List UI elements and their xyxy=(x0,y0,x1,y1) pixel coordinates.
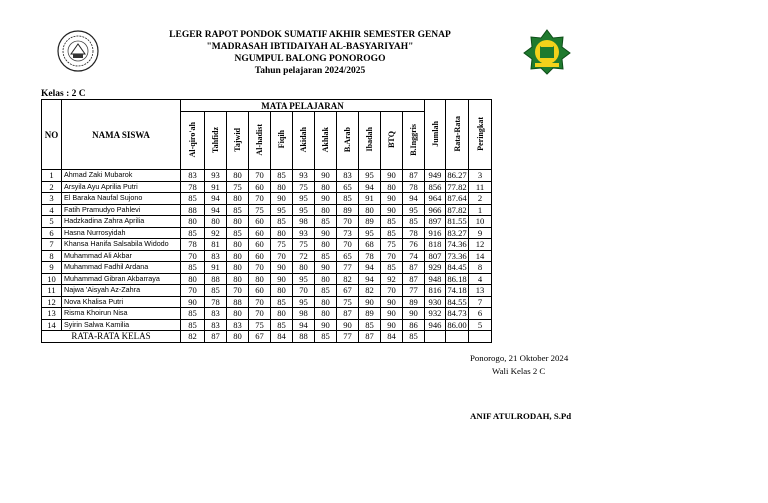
total-cell: 964 xyxy=(425,193,446,205)
table-row xyxy=(42,204,492,216)
score-cell: 83 xyxy=(227,319,249,331)
score-cell: 85 xyxy=(227,204,249,216)
average-cell: 77.82 xyxy=(447,181,467,192)
empty-cell xyxy=(425,331,446,343)
score-cell: 88 xyxy=(227,296,249,308)
student-name: Arsyila Ayu Aprilia Putri xyxy=(62,181,181,193)
title-line-2: "MADRASAH IBTIDAIYAH AL-BASYARIYAH" xyxy=(206,42,414,52)
signer-name: ANIF ATULRODAH, S.Pd xyxy=(470,411,572,421)
score-cell: 80 xyxy=(227,193,249,205)
score-cell: 80 xyxy=(227,308,249,320)
score-cell: 90 xyxy=(271,273,293,285)
rank-cell: 14 xyxy=(469,250,492,262)
score-cell: 90 xyxy=(315,193,337,205)
rank-cell: 8 xyxy=(469,262,492,274)
header-subject: B.Inggris xyxy=(403,112,425,170)
header-subject: Akidah xyxy=(293,112,315,170)
score-cell: 70 xyxy=(337,239,359,251)
student-name: Khansa Hanifa Salsabila Widodo xyxy=(62,239,181,251)
score-cell: 80 xyxy=(315,296,337,308)
score-cell: 70 xyxy=(249,193,271,205)
table-row xyxy=(42,308,492,320)
header-peringkat: Peringkat xyxy=(469,100,492,170)
score-cell: 86 xyxy=(403,319,425,331)
header-subject: Tahfidz xyxy=(205,112,227,170)
score-cell: 95 xyxy=(293,296,315,308)
score-cell: 91 xyxy=(205,181,227,193)
score-cell: 90 xyxy=(337,319,359,331)
score-cell: 83 xyxy=(205,319,227,331)
score-cell: 75 xyxy=(271,239,293,251)
score-cell: 65 xyxy=(337,181,359,193)
score-cell: 82 xyxy=(359,285,381,297)
score-cell: 70 xyxy=(249,170,271,182)
score-cell: 75 xyxy=(249,319,271,331)
table-row xyxy=(42,170,492,182)
score-cell: 78 xyxy=(403,181,425,193)
score-cell: 90 xyxy=(403,308,425,320)
score-cell: 80 xyxy=(381,181,403,193)
table-row xyxy=(42,181,492,193)
score-cell: 85 xyxy=(315,250,337,262)
wali-kelas-label: Wali Kelas 2 C xyxy=(492,366,546,376)
class-label: Kelas : 2 C xyxy=(41,89,86,99)
average-cell: 84.55 xyxy=(447,296,467,307)
score-cell: 80 xyxy=(181,216,205,228)
school-logo xyxy=(57,30,99,72)
student-name: El Baraka Naufal Sujono xyxy=(62,193,181,205)
score-cell: 87 xyxy=(403,262,425,274)
score-cell: 88 xyxy=(181,204,205,216)
class-average-label: RATA-RATA KELAS xyxy=(42,331,181,343)
average-cell: 81.55 xyxy=(447,216,467,227)
rank-cell: 12 xyxy=(469,239,492,251)
score-cell: 89 xyxy=(359,308,381,320)
score-cell: 83 xyxy=(337,170,359,182)
average-cell: 84.73 xyxy=(447,308,467,319)
row-number: 11 xyxy=(42,285,62,297)
score-cell: 85 xyxy=(181,227,205,239)
score-cell: 85 xyxy=(315,285,337,297)
score-cell: 93 xyxy=(293,227,315,239)
place-date: Ponorogo, 21 Oktober 2024 xyxy=(470,353,569,363)
score-cell: 75 xyxy=(227,181,249,193)
score-cell: 68 xyxy=(359,239,381,251)
student-name: Muhammad Ali Akbar xyxy=(62,250,181,262)
average-cell: 87.64 xyxy=(447,193,467,204)
score-cell: 87 xyxy=(403,273,425,285)
average-cell: 74.18 xyxy=(447,285,467,296)
score-cell: 89 xyxy=(359,216,381,228)
score-cell: 80 xyxy=(315,308,337,320)
score-cell: 90 xyxy=(381,193,403,205)
student-name: Muhammad Gibran Akbarraya xyxy=(62,273,181,285)
score-cell: 75 xyxy=(293,239,315,251)
score-cell: 85 xyxy=(315,216,337,228)
score-cell: 70 xyxy=(249,262,271,274)
score-cell: 95 xyxy=(293,273,315,285)
score-cell: 70 xyxy=(293,285,315,297)
header-subject: Tajwid xyxy=(227,112,249,170)
score-cell: 90 xyxy=(381,296,403,308)
score-cell: 74 xyxy=(403,250,425,262)
score-cell: 85 xyxy=(205,285,227,297)
total-cell: 816 xyxy=(425,285,446,297)
table-row xyxy=(42,273,492,285)
score-cell: 67 xyxy=(337,285,359,297)
score-cell: 60 xyxy=(249,227,271,239)
row-number: 8 xyxy=(42,250,62,262)
score-cell: 80 xyxy=(271,181,293,193)
score-cell: 85 xyxy=(271,319,293,331)
score-cell: 80 xyxy=(271,285,293,297)
average-cell: 83.27 xyxy=(447,227,467,238)
score-cell: 78 xyxy=(181,181,205,193)
score-cell: 94 xyxy=(359,273,381,285)
empty-cell xyxy=(469,331,492,343)
score-cell: 87 xyxy=(403,170,425,182)
score-cell: 95 xyxy=(293,204,315,216)
score-cell: 89 xyxy=(403,296,425,308)
table-row xyxy=(42,193,492,205)
score-cell: 80 xyxy=(271,227,293,239)
student-name: Risma Khoirun Nisa xyxy=(62,308,181,320)
row-number: 9 xyxy=(42,262,62,274)
header-jumlah: Jumlah xyxy=(425,100,446,170)
average-cell: 86.27 xyxy=(447,170,467,181)
student-name: Ahmad Zaki Mubarok xyxy=(62,170,181,182)
score-cell: 60 xyxy=(249,216,271,228)
rank-cell: 11 xyxy=(469,181,492,193)
score-cell: 94 xyxy=(403,193,425,205)
score-cell: 95 xyxy=(403,204,425,216)
header-subject: Fiqih xyxy=(271,112,293,170)
rank-cell: 7 xyxy=(469,296,492,308)
score-cell: 95 xyxy=(359,170,381,182)
score-cell: 60 xyxy=(249,250,271,262)
header-subject: BTQ xyxy=(381,112,403,170)
score-cell: 90 xyxy=(381,170,403,182)
student-name: Muhammad Fadhil Ardana xyxy=(62,262,181,274)
score-cell: 70 xyxy=(337,216,359,228)
row-number: 1 xyxy=(42,170,62,182)
score-cell: 89 xyxy=(337,204,359,216)
score-cell: 70 xyxy=(249,308,271,320)
score-cell: 60 xyxy=(249,239,271,251)
score-cell: 80 xyxy=(315,204,337,216)
score-cell: 85 xyxy=(271,296,293,308)
score-cell: 75 xyxy=(293,181,315,193)
score-cell: 77 xyxy=(403,285,425,297)
score-cell: 83 xyxy=(181,170,205,182)
score-cell: 78 xyxy=(359,250,381,262)
score-cell: 80 xyxy=(227,262,249,274)
table-row xyxy=(42,319,492,331)
score-cell: 93 xyxy=(205,170,227,182)
score-cell: 80 xyxy=(315,273,337,285)
total-cell: 930 xyxy=(425,296,446,308)
total-cell: 932 xyxy=(425,308,446,320)
header-name: NAMA SISWA xyxy=(62,100,181,170)
score-cell: 85 xyxy=(271,170,293,182)
score-cell: 72 xyxy=(293,250,315,262)
rank-cell: 13 xyxy=(469,285,492,297)
score-cell: 80 xyxy=(315,181,337,193)
score-cell: 90 xyxy=(315,227,337,239)
score-cell: 75 xyxy=(249,204,271,216)
class-average-cell: 88 xyxy=(293,331,315,343)
score-cell: 80 xyxy=(227,273,249,285)
row-number: 3 xyxy=(42,193,62,205)
score-cell: 98 xyxy=(293,216,315,228)
score-cell: 95 xyxy=(271,204,293,216)
header-rata-rata: Rata-Rata xyxy=(446,100,469,170)
total-cell: 966 xyxy=(425,204,446,216)
score-cell: 93 xyxy=(293,170,315,182)
score-cell: 90 xyxy=(271,262,293,274)
header-no: NO xyxy=(42,100,62,170)
rank-cell: 1 xyxy=(469,204,492,216)
rank-cell: 10 xyxy=(469,216,492,228)
kemenag-logo xyxy=(523,29,571,75)
score-cell: 87 xyxy=(337,308,359,320)
score-cell: 73 xyxy=(337,227,359,239)
score-cell: 90 xyxy=(381,319,403,331)
row-number: 12 xyxy=(42,296,62,308)
score-cell: 91 xyxy=(205,262,227,274)
score-cell: 83 xyxy=(205,308,227,320)
header-subject: Akhlak xyxy=(315,112,337,170)
class-average-cell: 87 xyxy=(205,331,227,343)
score-cell: 70 xyxy=(181,285,205,297)
score-cell: 65 xyxy=(337,250,359,262)
student-name: Hasna Nurrosyidah xyxy=(62,227,181,239)
average-cell: 73.36 xyxy=(447,250,467,261)
class-average-cell: 87 xyxy=(359,331,381,343)
total-cell: 807 xyxy=(425,250,446,262)
score-cell: 85 xyxy=(181,193,205,205)
student-name: Syirin Salwa Kamilia xyxy=(62,319,181,331)
class-average-cell: 77 xyxy=(337,331,359,343)
class-average-cell: 84 xyxy=(271,331,293,343)
table-row xyxy=(42,296,492,308)
total-cell: 916 xyxy=(425,227,446,239)
score-cell: 70 xyxy=(381,250,403,262)
score-cell: 94 xyxy=(205,204,227,216)
student-name: Najwa 'Aisyah Az-Zahra xyxy=(62,285,181,297)
score-cell: 80 xyxy=(205,216,227,228)
total-cell: 897 xyxy=(425,216,446,228)
score-cell: 80 xyxy=(293,262,315,274)
header-subject: Al-qiro'ah xyxy=(181,112,205,170)
table-row xyxy=(42,216,492,228)
title-line-4: Tahun pelajaran 2024/2025 xyxy=(254,66,366,76)
score-cell: 70 xyxy=(271,250,293,262)
score-cell: 94 xyxy=(293,319,315,331)
score-cell: 94 xyxy=(359,262,381,274)
student-name: Fatih Pramudyo Pahlevi xyxy=(62,204,181,216)
score-cell: 81 xyxy=(205,239,227,251)
rank-cell: 6 xyxy=(469,308,492,320)
report-title xyxy=(150,29,470,77)
average-cell: 86.18 xyxy=(447,273,467,284)
rank-cell: 5 xyxy=(469,319,492,331)
row-number: 7 xyxy=(42,239,62,251)
title-line-1: LEGER RAPOT PONDOK SUMATIF AKHIR SEMESTER GENAP xyxy=(169,30,451,40)
score-cell: 70 xyxy=(381,285,403,297)
score-cell: 82 xyxy=(337,273,359,285)
score-cell: 91 xyxy=(359,193,381,205)
rank-cell: 3 xyxy=(469,170,492,182)
score-cell: 78 xyxy=(403,227,425,239)
score-cell: 80 xyxy=(271,308,293,320)
score-cell: 92 xyxy=(205,227,227,239)
average-cell: 86.00 xyxy=(447,319,467,330)
score-cell: 85 xyxy=(359,319,381,331)
score-cell: 85 xyxy=(403,216,425,228)
score-cell: 90 xyxy=(381,204,403,216)
score-cell: 90 xyxy=(315,319,337,331)
student-name: Nova Khalisa Putri xyxy=(62,296,181,308)
empty-cell xyxy=(446,331,469,343)
total-cell: 929 xyxy=(425,262,446,274)
header-subject: Ibadah xyxy=(359,112,381,170)
table-row xyxy=(42,250,492,262)
score-cell: 80 xyxy=(227,239,249,251)
total-cell: 948 xyxy=(425,273,446,285)
class-average-cell: 85 xyxy=(403,331,425,343)
score-cell: 80 xyxy=(181,273,205,285)
score-cell: 85 xyxy=(381,262,403,274)
score-cell: 90 xyxy=(315,170,337,182)
score-cell: 94 xyxy=(205,193,227,205)
score-cell: 60 xyxy=(249,181,271,193)
row-number: 13 xyxy=(42,308,62,320)
row-number: 5 xyxy=(42,216,62,228)
score-cell: 75 xyxy=(337,296,359,308)
score-cell: 95 xyxy=(359,227,381,239)
row-number: 14 xyxy=(42,319,62,331)
score-cell: 85 xyxy=(181,308,205,320)
class-average-row xyxy=(42,331,492,343)
score-cell: 80 xyxy=(227,216,249,228)
table-row xyxy=(42,285,492,297)
score-cell: 98 xyxy=(293,308,315,320)
class-average-cell: 85 xyxy=(315,331,337,343)
total-cell: 818 xyxy=(425,239,446,251)
average-cell: 84.45 xyxy=(447,262,467,273)
score-cell: 85 xyxy=(227,227,249,239)
row-number: 6 xyxy=(42,227,62,239)
score-cell: 70 xyxy=(181,250,205,262)
rank-cell: 4 xyxy=(469,273,492,285)
score-cell: 70 xyxy=(227,285,249,297)
class-average-cell: 82 xyxy=(181,331,205,343)
score-cell: 75 xyxy=(381,239,403,251)
score-cell: 88 xyxy=(205,273,227,285)
score-cell: 60 xyxy=(249,285,271,297)
score-cell: 80 xyxy=(249,273,271,285)
total-cell: 946 xyxy=(425,319,446,331)
score-cell: 85 xyxy=(271,216,293,228)
score-cell: 78 xyxy=(181,239,205,251)
score-cell: 85 xyxy=(181,262,205,274)
total-cell: 856 xyxy=(425,181,446,193)
rank-cell: 2 xyxy=(469,193,492,205)
score-cell: 80 xyxy=(315,239,337,251)
score-cell: 80 xyxy=(227,250,249,262)
title-line-3: NGUMPUL BALONG PONOROGO xyxy=(234,54,386,64)
table-row xyxy=(42,227,492,239)
score-cell: 90 xyxy=(271,193,293,205)
table-row xyxy=(42,262,492,274)
row-number: 4 xyxy=(42,204,62,216)
score-cell: 70 xyxy=(249,296,271,308)
score-cell: 95 xyxy=(293,193,315,205)
rank-cell: 9 xyxy=(469,227,492,239)
table-row xyxy=(42,239,492,251)
score-cell: 78 xyxy=(205,296,227,308)
score-cell: 80 xyxy=(359,204,381,216)
score-cell: 77 xyxy=(337,262,359,274)
average-cell: 74.36 xyxy=(447,239,467,250)
score-cell: 85 xyxy=(337,193,359,205)
class-average-cell: 67 xyxy=(249,331,271,343)
score-cell: 90 xyxy=(181,296,205,308)
score-cell: 85 xyxy=(181,319,205,331)
student-name: Hadzkadina Zahra Aprilia xyxy=(62,216,181,228)
score-cell: 94 xyxy=(359,181,381,193)
score-cell: 90 xyxy=(359,296,381,308)
score-cell: 85 xyxy=(381,227,403,239)
score-cell: 90 xyxy=(381,308,403,320)
total-cell: 949 xyxy=(425,170,446,182)
average-cell: 87.82 xyxy=(447,204,467,215)
class-average-cell: 84 xyxy=(381,331,403,343)
score-cell: 85 xyxy=(381,216,403,228)
score-cell: 92 xyxy=(381,273,403,285)
header-subject: Al-hadist xyxy=(249,112,271,170)
header-subject: B.Arab xyxy=(337,112,359,170)
score-cell: 90 xyxy=(315,262,337,274)
score-cell: 76 xyxy=(403,239,425,251)
header-subject-group: MATA PELAJARAN xyxy=(181,100,425,112)
score-cell: 80 xyxy=(227,170,249,182)
grades-table xyxy=(41,99,492,343)
score-cell: 83 xyxy=(205,250,227,262)
row-number: 2 xyxy=(42,181,62,193)
class-average-cell: 80 xyxy=(227,331,249,343)
row-number: 10 xyxy=(42,273,62,285)
